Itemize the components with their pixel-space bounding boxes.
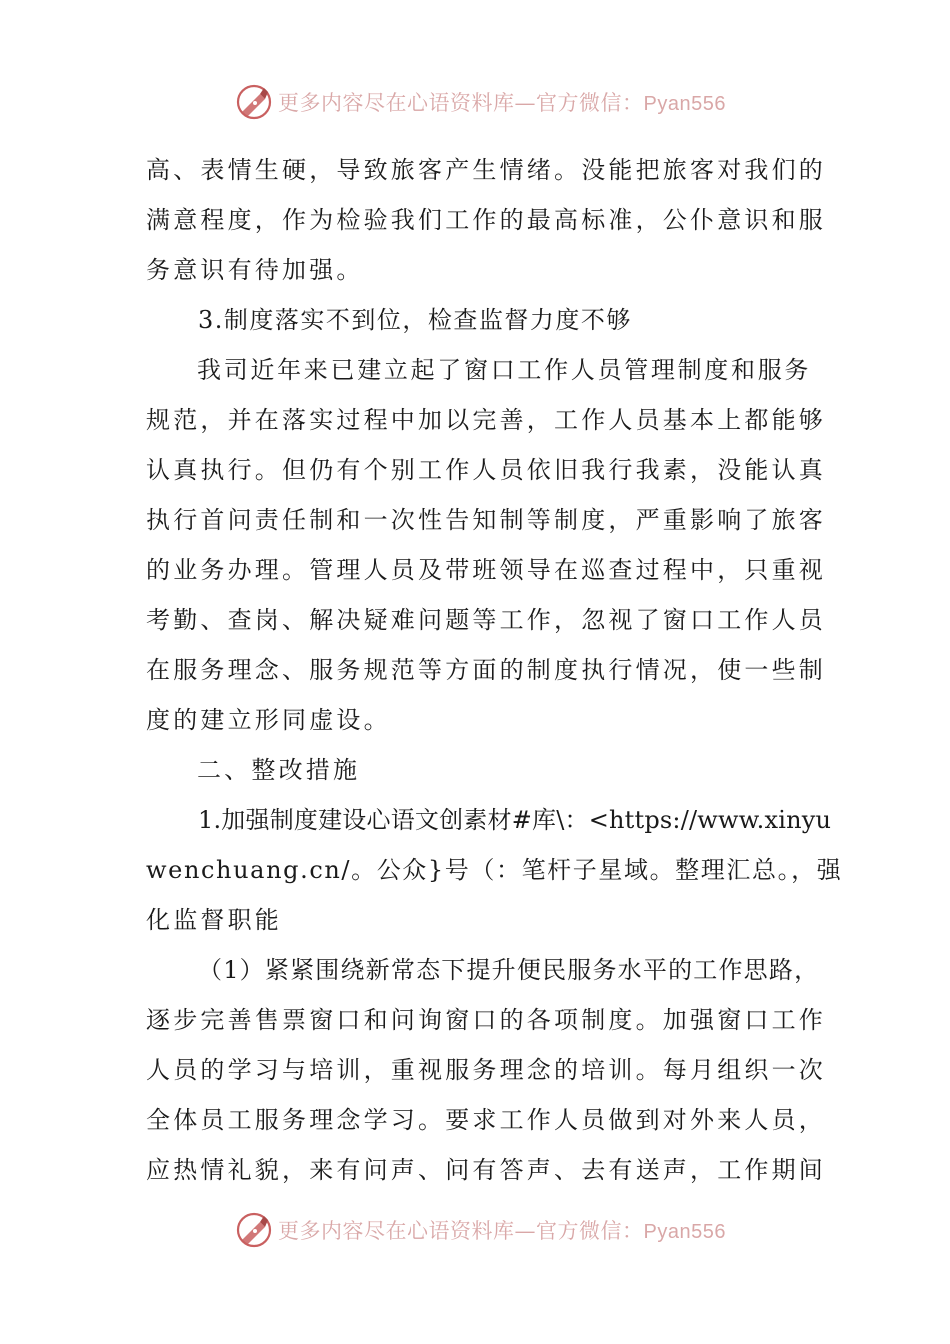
text-line: 度的建立形同虚设。 [146,706,391,734]
text-line: 执行首问责任制和一次性告知制等制度，严重影响了旅客 [146,506,826,534]
text-line: 规范，并在落实过程中加以完善，工作人员基本上都能够 [146,406,826,434]
wechat-id: Pyan556 [643,1221,726,1243]
text-line: 人员的学习与培训，重视服务理念的培训。每月组织一次 [146,1056,826,1084]
text-line: 逐步完善售票窗口和问询窗口的各项制度。加强窗口工作 [146,1006,826,1034]
text-line: 全体员工服务理念学习。要求工作人员做到对外来人员， [146,1106,826,1134]
text-line: 化监督职能 [146,906,282,934]
text-line: 应热情礼貌，来有问声、问有答声、去有送声，工作期间 [146,1156,826,1184]
text-line: 考勤、查岗、解决疑难问题等工作，忽视了窗口工作人员 [146,606,826,634]
text-line: 的业务办理。管理人员及带班领导在巡查过程中，只重视 [146,556,826,584]
document-body [146,145,843,1195]
header-watermark-text: 更多内容尽在心语资料库—官方微信：Pyan556 [278,91,726,115]
header-watermark-banner [0,80,950,124]
text-line: 在服务理念、服务规范等方面的制度执行情况，使一些制 [146,656,826,684]
section-heading: 3.制度落实不到位，检查监督力度不够 [198,306,632,334]
text-line: （1）紧紧围绕新常态下提升便民服务水平的工作思路， [198,956,820,984]
wechat-id: Pyan556 [643,93,726,115]
text-line: 认真执行。但仍有个别工作人员依旧我行我素，没能认真 [146,456,826,484]
footer-watermark-text: 更多内容尽在心语资料库—官方微信：Pyan556 [278,1219,726,1243]
text-line: 1.加强制度建设心语文创素材#库\：<https://www.xinyu [198,806,832,834]
text-line: 务意识有待加强。 [146,256,364,284]
footer-watermark-banner [0,1208,950,1252]
section-heading: 二、整改措施 [197,756,361,784]
pen-nib-logo-icon [234,1210,274,1250]
text-line: 高、表情生硬，导致旅客产生情绪。没能把旅客对我们的 [146,156,826,184]
text-line: 满意程度，作为检验我们工作的最高标准，公仆意识和服 [146,206,826,234]
text-line: 我司近年来已建立起了窗口工作人员管理制度和服务 [197,356,812,384]
text-line: wenchuang.cn/。公众}号（：笔杆子星域。整理汇总。，强 [146,856,843,884]
pen-nib-logo-icon [234,82,274,122]
